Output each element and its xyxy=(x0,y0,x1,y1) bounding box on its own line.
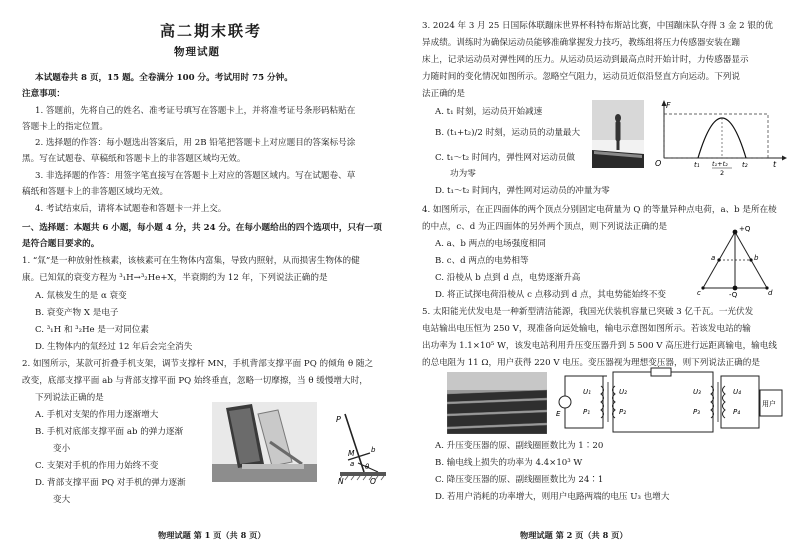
q2-option-c: C. 支架对手机的作用力始终不变 xyxy=(35,461,159,471)
label-t: t xyxy=(773,160,777,169)
force-time-graph xyxy=(652,98,787,178)
label-m: M xyxy=(348,449,355,458)
q2-option-b-cont: 变小 xyxy=(53,444,71,454)
phone-stand-photo xyxy=(212,402,317,482)
label-user: 用户 xyxy=(762,400,776,408)
section-heading: 是符合题目要求的。 xyxy=(22,239,100,249)
q3-stem: 3. 2024 年 3 月 25 日国际体联蹦床世界杯科特布斯站比赛，中国蹦床队夺得 3 金 2 银的优 xyxy=(422,21,774,31)
q5-option-a: A. 升压变压器的原、副线圈匝数比为 1∶20 xyxy=(435,441,604,451)
q2-option-d: D. 背部支撑平面 PQ 对手机的弹力逐渐 xyxy=(35,478,186,488)
q5-stem: 5. 太阳能光伏发电是一种新型清洁能源，我国光伏装机容量已突破 3 亿千瓦。一光伏发 xyxy=(422,307,754,317)
label-u1: U₁ xyxy=(583,388,591,396)
label-two: 2 xyxy=(720,169,725,177)
label-mid: t₁+t₂ xyxy=(712,160,728,168)
q1-stem: 1. “氚”是一种放射性核素，该核素可在生物体内富集，导致内照射，从而损害生物体的健 xyxy=(22,256,360,266)
q2-stem: 改变，底部支撑平面 ab 与背部支撑平面 PQ 始终垂直，忽略一切摩擦，当 θ 缓慢增大时， xyxy=(22,376,368,386)
q3-stem: 力随时间的变化情况如图所示。忽略空气阻力，运动员近似沿竖直方向运动。下列说 xyxy=(422,72,740,82)
q3-option-b: B. (t₁+t₂)/2 时刻，运动员的动量最大 xyxy=(435,128,581,138)
label-d: d xyxy=(768,289,773,297)
label-u4: U₄ xyxy=(733,388,741,396)
label-a: a xyxy=(711,254,716,262)
stand-diagram xyxy=(320,408,390,484)
q4-stem: 4. 如图所示，在正四面体的两个顶点分别固定电荷量为 Q 的等量异种点电荷，a、b 是所在棱 xyxy=(422,205,777,215)
note-line: 黑。写在试题卷、草稿纸和答题卡上的非答题区域均无效。 xyxy=(22,154,246,164)
q5-stem: 电站输出电压恒为 250 V，现准备向远处输电，输电示意图如图所示。若该发电站的输 xyxy=(422,324,751,334)
tetrahedron-diagram xyxy=(695,222,775,298)
page-footer: 物理试题 第 2 页（共 8 页） xyxy=(520,530,628,540)
label-plus-q: +Q xyxy=(739,225,751,233)
q4-option-d: D. 将正试探电荷沿棱从 c 点移动到 d 点，其电势能始终不变 xyxy=(435,290,666,300)
label-p3: P₃ xyxy=(693,408,701,416)
label-p: P xyxy=(336,415,341,424)
note-line: 1. 答题前，先将自己的姓名、准考证号填写在答题卡上，并将准考证号条形码粘贴在 xyxy=(35,106,356,116)
q5-stem: 出功率为 1.1×10⁵ W，该发电站利用升压变压器升到 5 500 V 高压进行远距离输电，输电线 xyxy=(422,341,777,351)
q2-option-a: A. 手机对支架的作用力逐渐增大 xyxy=(35,410,159,420)
q3-stem: 法正确的是 xyxy=(422,89,465,99)
q2-stem: 2. 如图所示，某款可折叠手机支架，调节支撑杆 MN，手机背部支撑平面 PQ 的倾角 θ 随之 xyxy=(22,359,374,369)
q3-option-d: D. t₁～t₂ 时间内，弹性网对运动员的冲量为零 xyxy=(435,186,610,196)
q3-stem: 异成绩。训练时为确保运动员能够准确掌握发力技巧，教练组将压力传感器安装在蹦 xyxy=(422,38,740,48)
q1-option-d: D. 生物体内的氚经过 12 年后会完全消失 xyxy=(35,342,193,352)
note-line: 2. 选择题的作答：每小题选出答案后，用 2B 铅笔把答题卡上对应题目的答案标号涂 xyxy=(35,138,356,148)
q1-option-c: C. ³₁H 和 ³₂He 是一对同位素 xyxy=(35,325,149,335)
label-e: E xyxy=(556,410,561,418)
exam-page-2 xyxy=(400,0,800,555)
solar-panel-photo xyxy=(447,372,547,434)
q2-stem: 下列说法正确的是 xyxy=(35,393,104,403)
page-footer: 物理试题 第 1 页（共 8 页） xyxy=(158,530,266,540)
label-t2: t₂ xyxy=(742,161,748,169)
page-subtitle: 物理试题 xyxy=(174,46,220,58)
notes-heading: 注意事项： xyxy=(22,89,65,99)
label-o: O xyxy=(655,159,662,168)
q3-option-c: C. t₁～t₂ 时间内，弹性网对运动员做 xyxy=(435,153,575,163)
note-line: 答题卡上的指定位置。 xyxy=(22,122,108,132)
label-n: N xyxy=(338,477,344,484)
q3-option-c-cont: 功为零 xyxy=(450,169,476,179)
q5-option-b: B. 输电线上损失的功率为 4.4×10³ W xyxy=(435,458,583,468)
label-t1: t₁ xyxy=(694,161,700,169)
label-u3: U₃ xyxy=(693,388,701,396)
label-a: a xyxy=(350,460,355,468)
label-p4: P₄ xyxy=(733,408,741,416)
note-line: 3. 非选择题的作答：用签字笔直接写在答题卡上对应的答题区域内。写在试题卷、草 xyxy=(35,171,356,181)
q4-option-b: B. c、d 两点的电势相等 xyxy=(435,256,529,266)
label-u2: U₂ xyxy=(619,388,627,396)
q4-option-a: A. a、b 两点的电场强度相同 xyxy=(435,239,546,249)
q5-option-d: D. 若用户消耗的功率增大，则用户电路两端的电压 U₃ 也增大 xyxy=(435,492,670,502)
q1-option-a: A. 氚核发生的是 α 衰变 xyxy=(35,291,127,301)
q3-stem: 床上，记录运动员对弹性网的压力。从运动员运动到最高点时开始计时，力传感器显示 xyxy=(422,55,749,65)
q2-option-d-cont: 变大 xyxy=(53,495,71,505)
q4-option-c: C. 沿棱从 b 点到 d 点，电势逐渐升高 xyxy=(435,273,581,283)
exam-intro: 本试题卷共 8 页，15 题。全卷满分 100 分。考试用时 75 分钟。 xyxy=(35,73,293,83)
q2-option-b: B. 手机对底部支撑平面 ab 的弹力逐渐 xyxy=(35,427,184,437)
label-theta: θ xyxy=(365,463,370,471)
label-b: b xyxy=(754,254,759,262)
label-p1: P₁ xyxy=(583,408,591,416)
note-line: 稿纸和答题卡上的非答题区域均无效。 xyxy=(22,187,169,197)
label-q: Q xyxy=(370,477,376,484)
note-line: 4. 考试结束后，请将本试题卷和答题卡一并上交。 xyxy=(35,204,227,214)
label-minus-q: -Q xyxy=(729,291,738,298)
page-title: 高二期末联考 xyxy=(160,22,263,40)
label-b: b xyxy=(371,446,376,454)
q1-stem: 康。已知氚的衰变方程为 ³₁H→³₂He+X，半衰期约为 12 年，下列说法正确的是 xyxy=(22,273,328,283)
q1-option-b: B. 衰变产物 X 是电子 xyxy=(35,308,119,318)
trampoline-photo xyxy=(592,100,644,168)
label-p2: P₂ xyxy=(619,408,627,416)
transmission-circuit xyxy=(555,366,790,438)
q5-stem: 的总电阻为 11 Ω，用户获得 220 V 电压。变压器视为理想变压器，则下列说法正确的是 xyxy=(422,358,760,368)
q5-option-c: C. 降压变压器的原、副线圈匝数比为 24∶1 xyxy=(435,475,604,485)
q3-option-a: A. t₁ 时刻，运动员开始减速 xyxy=(435,107,543,117)
q4-stem: 的中点，c、d 为正四面体的另外两个顶点，则下列说法正确的是 xyxy=(422,222,668,232)
label-f: F xyxy=(666,101,671,110)
section-heading: 一、选择题：本题共 6 小题，每小题 4 分，共 24 分。在每小题给出的四个选项中，只有一项 xyxy=(22,223,382,233)
label-c: c xyxy=(697,289,701,297)
